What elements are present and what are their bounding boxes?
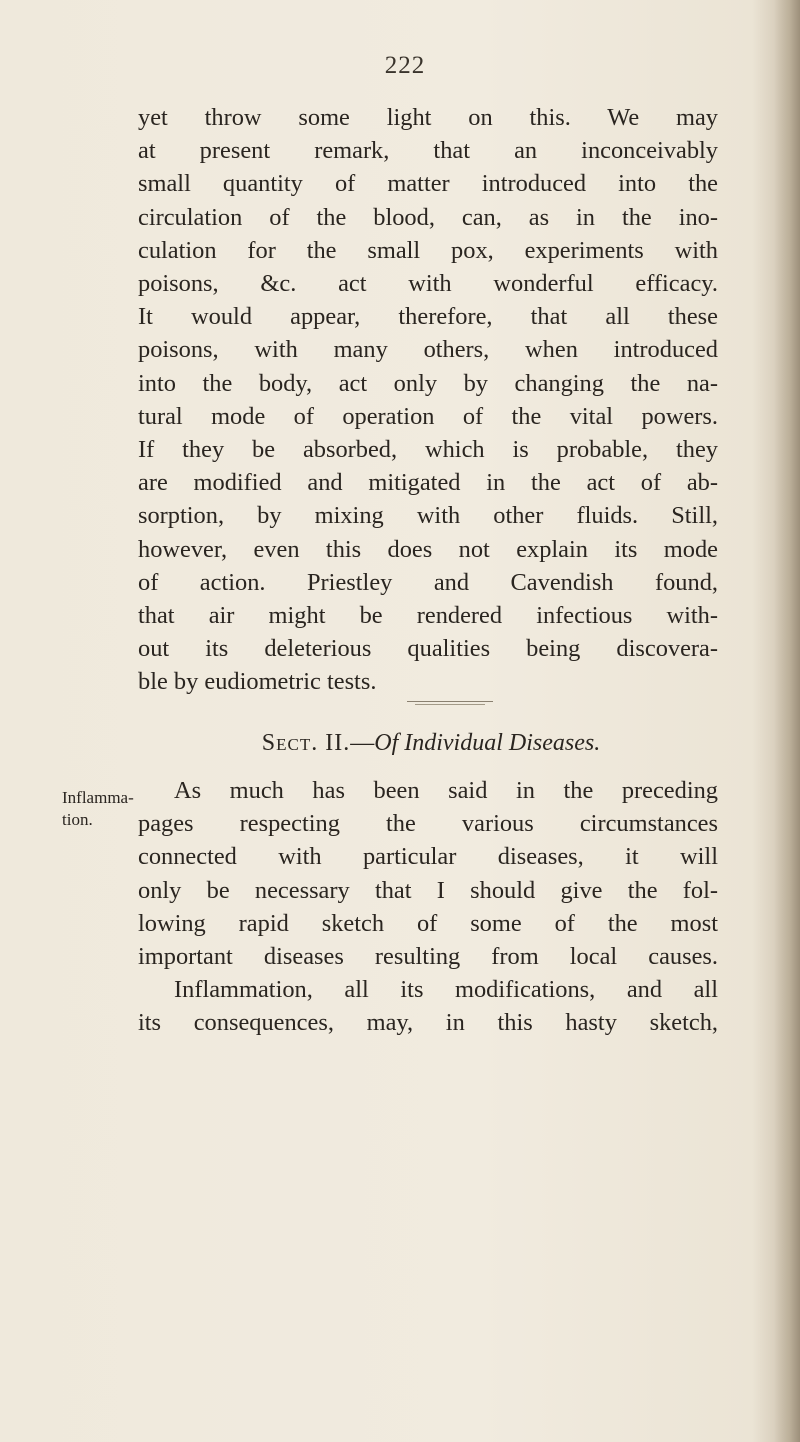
section-title: Of Individual Diseases. [374, 730, 601, 756]
section-heading [0, 730, 800, 757]
text-line: yet throw some light on this. We may [138, 104, 718, 131]
margin-note [62, 787, 142, 831]
paragraph-2 [138, 774, 718, 1040]
text-line: out its deleterious qualities being discovera- [138, 635, 718, 663]
text-line: poisons, &c. act with wonderful efficacy. [138, 270, 718, 298]
paragraph-1 [138, 101, 718, 699]
text-line: its consequences, may, in this hasty sketch, [138, 1009, 718, 1037]
text-line: It would appear, therefore, that all these [138, 303, 718, 331]
margin-note-line: tion. [62, 810, 93, 829]
text-line: circulation of the blood, can, as in the ino- [138, 203, 718, 231]
text-line: pages respecting the various circumstances [138, 810, 718, 838]
text-line: only be necessary that I should give the fol- [138, 876, 718, 904]
text-line: connected with particular diseases, it will [138, 843, 718, 871]
section-dash: — [350, 730, 375, 756]
text-line: that air might be rendered infectious with- [138, 602, 718, 630]
section-number: Sect. II. [261, 730, 351, 756]
text-line: tural mode of operation of the vital powers. [138, 402, 718, 430]
text-line: poisons, with many others, when introduced [138, 336, 718, 364]
page-number: 222 [384, 52, 426, 79]
text-line: at present remark, that an inconceivably [138, 137, 718, 165]
margin-note-line: Inflamma- [62, 788, 134, 807]
text-line: sorption, by mixing with other fluids. Still, [138, 502, 718, 530]
text-line: culation for the small pox, experiments with [138, 236, 718, 264]
text-line: lowing rapid sketch of some of the most [138, 909, 718, 937]
text-line: If they be absorbed, which is probable, they [138, 436, 718, 464]
text-line: into the body, act only by changing the na- [138, 369, 718, 397]
page-edge-shadow [774, 0, 800, 1442]
text-line: Inflammation, all its modifications, and all [174, 976, 718, 1004]
text-line: As much has been said in the preceding [174, 777, 718, 804]
text-line: however, even this does not explain its mode [138, 535, 718, 563]
text-line: of action. Priestley and Cavendish found, [138, 568, 718, 596]
text-line: are modified and mitigated in the act of ab- [138, 469, 718, 497]
text-line: ble by eudiometric tests. [138, 668, 377, 696]
text-line: small quantity of matter introduced into the [138, 170, 718, 198]
text-line: important diseases resulting from local causes. [138, 943, 718, 971]
section-divider [407, 701, 493, 702]
